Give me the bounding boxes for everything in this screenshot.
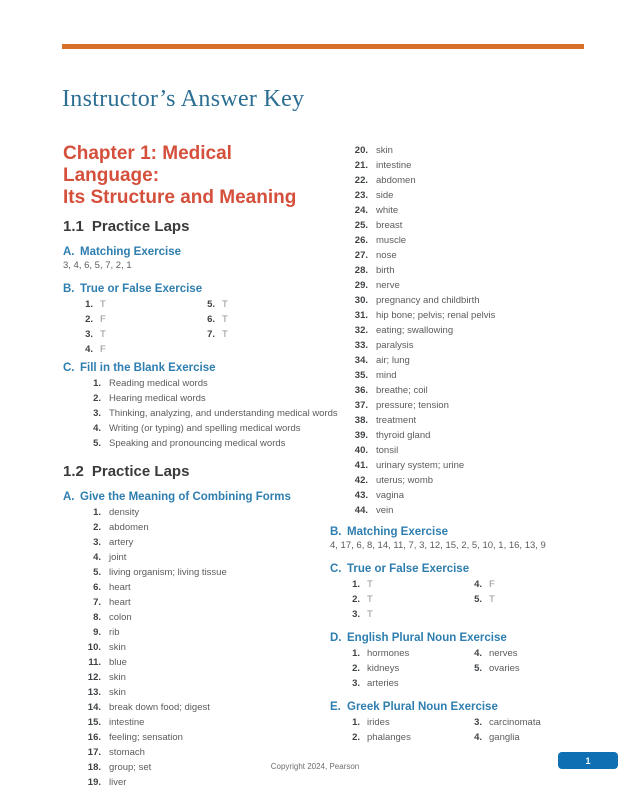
item-value: F bbox=[100, 314, 106, 325]
item-value: stomach bbox=[109, 747, 145, 758]
answers-subcolumn-2 bbox=[470, 646, 588, 691]
answer-item bbox=[63, 595, 321, 610]
answer-item bbox=[470, 646, 588, 661]
answers-subcolumn-2 bbox=[470, 577, 588, 622]
section-heading-1-1 bbox=[63, 218, 321, 236]
answer-item bbox=[63, 565, 321, 580]
item-value: Thinking, analyzing, and understanding medical words bbox=[109, 408, 338, 419]
answer-item bbox=[330, 592, 470, 607]
subsection-label: True or False Exercise bbox=[80, 283, 203, 295]
answer-item bbox=[63, 535, 321, 550]
item-value: Reading medical words bbox=[109, 378, 208, 389]
item-value: Writing (or typing) and spelling medical words bbox=[109, 423, 301, 434]
item-number: 25. bbox=[354, 220, 368, 231]
subsection-letter: B. bbox=[330, 526, 342, 538]
answer-item bbox=[330, 293, 588, 308]
item-value: eating; swallowing bbox=[376, 325, 454, 336]
true-false-answers-1-2 bbox=[330, 577, 588, 622]
answer-item bbox=[330, 503, 588, 518]
item-number: 19. bbox=[87, 777, 101, 788]
item-number: 6. bbox=[93, 582, 101, 593]
item-value: density bbox=[109, 507, 140, 518]
item-number: 44. bbox=[354, 505, 368, 516]
answer-item bbox=[203, 297, 321, 312]
answer-item bbox=[63, 730, 321, 745]
item-value: arteries bbox=[367, 678, 399, 689]
answer-item bbox=[330, 428, 588, 443]
item-value: ganglia bbox=[489, 732, 520, 743]
section-number: 1.1 bbox=[63, 218, 84, 235]
answer-item bbox=[63, 610, 321, 625]
answer-item bbox=[330, 278, 588, 293]
item-value: nose bbox=[376, 250, 397, 261]
answer-item bbox=[330, 646, 470, 661]
answer-item bbox=[470, 730, 588, 745]
answer-item bbox=[63, 376, 321, 391]
answer-item bbox=[330, 143, 588, 158]
answer-item bbox=[330, 263, 588, 278]
item-number: 15. bbox=[87, 717, 101, 728]
item-number: 34. bbox=[354, 355, 368, 366]
answer-item bbox=[63, 700, 321, 715]
answer-item bbox=[63, 670, 321, 685]
item-number: 23. bbox=[354, 190, 368, 201]
item-number: 26. bbox=[354, 235, 368, 246]
item-number: 1. bbox=[352, 717, 360, 728]
english-plural-answers bbox=[330, 646, 588, 691]
answer-item bbox=[330, 173, 588, 188]
subsection-letter: C. bbox=[63, 362, 75, 374]
answer-item bbox=[330, 443, 588, 458]
subsection-heading-1-2-d bbox=[330, 631, 588, 645]
item-number: 4. bbox=[474, 648, 482, 659]
item-value: intestine bbox=[376, 160, 412, 171]
item-value: blue bbox=[109, 657, 127, 668]
item-number: 4. bbox=[474, 732, 482, 743]
item-number: 29. bbox=[354, 280, 368, 291]
answer-item bbox=[330, 203, 588, 218]
item-value: liver bbox=[109, 777, 127, 788]
subsection-heading-1-2-a bbox=[63, 490, 321, 504]
subsection-label: Matching Exercise bbox=[347, 526, 448, 538]
section-label: Practice Laps bbox=[91, 463, 190, 480]
chapter-title-line2: Its Structure and Meaning bbox=[63, 187, 297, 208]
item-value: pregnancy and childbirth bbox=[376, 295, 480, 306]
fill-in-blank-answers bbox=[63, 376, 338, 451]
item-value: uterus; womb bbox=[376, 475, 434, 486]
item-number: 11. bbox=[88, 657, 101, 668]
section-heading-1-2 bbox=[63, 463, 321, 481]
item-number: 7. bbox=[207, 329, 215, 340]
item-value: feeling; sensation bbox=[109, 732, 183, 743]
answer-item bbox=[63, 327, 203, 342]
answer-item bbox=[330, 661, 470, 676]
item-number: 6. bbox=[207, 314, 215, 325]
answers-subcolumn-1 bbox=[330, 646, 470, 691]
subsection-heading-1-2-c bbox=[330, 562, 588, 576]
item-number: 36. bbox=[354, 385, 368, 396]
item-value: ovaries bbox=[489, 663, 520, 674]
item-number: 3. bbox=[352, 609, 360, 620]
item-value: rib bbox=[109, 627, 120, 638]
item-value: treatment bbox=[376, 415, 417, 426]
item-value: skin bbox=[109, 672, 126, 683]
item-number: 2. bbox=[93, 522, 101, 533]
item-number: 32. bbox=[354, 325, 368, 336]
subsection-letter: E. bbox=[330, 701, 341, 713]
section-number: 1.2 bbox=[63, 463, 84, 480]
answer-item bbox=[63, 655, 321, 670]
item-value: T bbox=[100, 299, 106, 310]
item-value: T bbox=[489, 594, 495, 605]
chapter-title-line1: Chapter 1: Medical Language: bbox=[63, 143, 232, 186]
item-value: skin bbox=[109, 642, 126, 653]
answer-item bbox=[63, 421, 321, 436]
item-value: Hearing medical words bbox=[109, 393, 206, 404]
item-value: hip bone; pelvis; renal pelvis bbox=[376, 310, 496, 321]
item-value: T bbox=[100, 329, 106, 340]
answer-item bbox=[63, 436, 321, 451]
item-number: 12. bbox=[87, 672, 101, 683]
item-value: living organism; living tissue bbox=[109, 567, 227, 578]
subsection-label: Greek Plural Noun Exercise bbox=[347, 701, 498, 713]
item-value: Speaking and pronouncing medical words bbox=[109, 438, 286, 449]
item-number: 31. bbox=[354, 310, 368, 321]
right-column bbox=[330, 143, 588, 745]
item-number: 7. bbox=[93, 597, 101, 608]
item-number: 14. bbox=[87, 702, 101, 713]
item-number: 8. bbox=[93, 612, 101, 623]
item-number: 42. bbox=[354, 475, 368, 486]
item-number: 40. bbox=[354, 445, 368, 456]
answer-item bbox=[63, 640, 321, 655]
answer-item bbox=[330, 248, 588, 263]
chapter-title bbox=[63, 143, 321, 209]
answer-item bbox=[330, 323, 588, 338]
answer-item bbox=[63, 625, 321, 640]
answers-subcolumn-1 bbox=[63, 297, 203, 357]
subsection-letter: D. bbox=[330, 632, 342, 644]
item-value: carcinomata bbox=[489, 717, 541, 728]
item-value: heart bbox=[109, 582, 131, 593]
item-number: 5. bbox=[474, 663, 482, 674]
item-value: abdomen bbox=[109, 522, 149, 533]
answer-item bbox=[63, 580, 321, 595]
item-value: F bbox=[489, 579, 495, 590]
item-number: 20. bbox=[354, 145, 368, 156]
answer-item bbox=[63, 505, 321, 520]
subsection-label: English Plural Noun Exercise bbox=[347, 632, 507, 644]
item-number: 2. bbox=[93, 393, 101, 404]
item-number: 5. bbox=[474, 594, 482, 605]
item-value: breast bbox=[376, 220, 403, 231]
item-number: 35. bbox=[354, 370, 368, 381]
answer-item bbox=[330, 458, 588, 473]
item-number: 1. bbox=[85, 299, 93, 310]
item-number: 4. bbox=[93, 552, 101, 563]
item-number: 17. bbox=[87, 747, 101, 758]
answer-item bbox=[330, 338, 588, 353]
item-number: 22. bbox=[354, 175, 368, 186]
item-number: 3. bbox=[474, 717, 482, 728]
item-number: 1. bbox=[352, 579, 360, 590]
answer-item bbox=[330, 398, 588, 413]
answer-item bbox=[63, 715, 321, 730]
item-value: pressure; tension bbox=[376, 400, 449, 411]
item-value: vein bbox=[376, 505, 394, 516]
answer-item bbox=[330, 188, 588, 203]
answer-item bbox=[63, 297, 203, 312]
subsection-heading-1-1-b bbox=[63, 282, 321, 296]
item-number: 43. bbox=[354, 490, 368, 501]
item-number: 38. bbox=[354, 415, 368, 426]
item-number: 37. bbox=[354, 400, 368, 411]
item-value: white bbox=[376, 205, 399, 216]
item-value: urinary system; urine bbox=[376, 460, 465, 471]
answers-subcolumn-1 bbox=[330, 577, 470, 622]
item-number: 2. bbox=[352, 663, 360, 674]
item-number: 3. bbox=[93, 537, 101, 548]
item-number: 18. bbox=[87, 762, 101, 773]
item-value: muscle bbox=[376, 235, 407, 246]
subsection-heading-1-2-e bbox=[330, 700, 588, 714]
item-value: kidneys bbox=[367, 663, 400, 674]
item-value: T bbox=[222, 299, 228, 310]
subsection-heading-1-1-a bbox=[63, 245, 321, 259]
page-number-badge: 1 bbox=[558, 752, 618, 769]
combining-forms-answers-right bbox=[330, 143, 588, 518]
item-number: 41. bbox=[354, 460, 368, 471]
subsection-label: True or False Exercise bbox=[347, 563, 470, 575]
answer-item bbox=[63, 406, 338, 421]
answer-item bbox=[330, 413, 588, 428]
answer-item bbox=[63, 745, 321, 760]
answer-item bbox=[330, 676, 470, 691]
item-value: skin bbox=[109, 687, 126, 698]
answer-item bbox=[330, 488, 588, 503]
answer-item bbox=[330, 308, 588, 323]
item-number: 3. bbox=[352, 678, 360, 689]
item-number: 4. bbox=[474, 579, 482, 590]
answer-item bbox=[470, 577, 588, 592]
matching-answers-1-1: 3, 4, 6, 5, 7, 2, 1 bbox=[63, 260, 132, 271]
subsection-label: Fill in the Blank Exercise bbox=[80, 362, 216, 374]
true-false-answers-1-1 bbox=[63, 297, 321, 357]
item-value: breathe; coil bbox=[376, 385, 428, 396]
answer-item bbox=[330, 577, 470, 592]
answer-item bbox=[330, 368, 588, 383]
left-column bbox=[63, 143, 338, 790]
item-number: 2. bbox=[352, 594, 360, 605]
item-value: colon bbox=[109, 612, 132, 623]
item-value: F bbox=[100, 344, 106, 355]
item-value: T bbox=[367, 579, 373, 590]
item-value: side bbox=[376, 190, 394, 201]
greek-plural-answers bbox=[330, 715, 588, 745]
item-number: 1. bbox=[352, 648, 360, 659]
answer-item bbox=[330, 730, 470, 745]
answer-item bbox=[330, 473, 588, 488]
item-value: nerve bbox=[376, 280, 400, 291]
answers-subcolumn-2 bbox=[203, 297, 321, 357]
item-value: joint bbox=[109, 552, 127, 563]
item-value: T bbox=[367, 594, 373, 605]
subsection-letter: A. bbox=[63, 246, 75, 258]
subsection-heading-1-2-b bbox=[330, 525, 588, 539]
subsection-heading-1-1-c bbox=[63, 361, 321, 375]
answer-item bbox=[330, 715, 470, 730]
item-value: abdomen bbox=[376, 175, 416, 186]
answer-item bbox=[63, 685, 321, 700]
item-number: 21. bbox=[354, 160, 368, 171]
answers-subcolumn-2 bbox=[470, 715, 588, 745]
accent-divider bbox=[62, 44, 584, 49]
subsection-label: Matching Exercise bbox=[80, 246, 181, 258]
item-number: 1. bbox=[93, 507, 101, 518]
answer-item bbox=[330, 158, 588, 173]
matching-answers-1-2: 4, 17, 6, 8, 14, 11, 7, 3, 12, 15, 2, 5, 10, 1, 16, 13, 9 bbox=[330, 540, 546, 551]
answer-item bbox=[203, 327, 321, 342]
combining-forms-answers-left bbox=[63, 505, 321, 790]
answers-subcolumn-1 bbox=[330, 715, 470, 745]
item-number: 4. bbox=[85, 344, 93, 355]
item-value: artery bbox=[109, 537, 134, 548]
item-number: 2. bbox=[352, 732, 360, 743]
item-value: T bbox=[222, 329, 228, 340]
item-value: T bbox=[367, 609, 373, 620]
answer-item bbox=[330, 607, 470, 622]
answer-item bbox=[63, 775, 321, 790]
answer-item bbox=[470, 715, 588, 730]
answer-item bbox=[63, 550, 321, 565]
item-value: heart bbox=[109, 597, 131, 608]
item-value: paralysis bbox=[376, 340, 414, 351]
item-number: 16. bbox=[87, 732, 101, 743]
answer-item bbox=[330, 218, 588, 233]
item-value: air; lung bbox=[376, 355, 410, 366]
subsection-letter: A. bbox=[63, 491, 75, 503]
item-number: 1. bbox=[93, 378, 101, 389]
item-number: 5. bbox=[207, 299, 215, 310]
section-label: Practice Laps bbox=[91, 218, 190, 235]
item-number: 10. bbox=[87, 642, 101, 653]
item-value: irides bbox=[367, 717, 390, 728]
answer-item bbox=[330, 353, 588, 368]
copyright-text: Copyright 2024, Pearson bbox=[270, 762, 360, 771]
answer-item bbox=[203, 312, 321, 327]
item-number: 4. bbox=[93, 423, 101, 434]
subsection-letter: C. bbox=[330, 563, 342, 575]
item-number: 3. bbox=[85, 329, 93, 340]
item-number: 33. bbox=[354, 340, 368, 351]
answer-item bbox=[330, 383, 588, 398]
item-value: phalanges bbox=[367, 732, 411, 743]
item-number: 30. bbox=[354, 295, 368, 306]
item-value: thyroid gland bbox=[376, 430, 431, 441]
answer-item bbox=[63, 342, 203, 357]
item-number: 13. bbox=[87, 687, 101, 698]
item-number: 9. bbox=[93, 627, 101, 638]
subsection-letter: B. bbox=[63, 283, 75, 295]
item-number: 5. bbox=[93, 438, 101, 449]
item-number: 2. bbox=[85, 314, 93, 325]
item-value: skin bbox=[376, 145, 393, 156]
item-number: 28. bbox=[354, 265, 368, 276]
answer-item bbox=[470, 592, 588, 607]
item-value: break down food; digest bbox=[109, 702, 210, 713]
page-title: Instructor’s Answer Key bbox=[62, 86, 305, 112]
item-value: T bbox=[222, 314, 228, 325]
item-value: hormones bbox=[367, 648, 410, 659]
item-number: 24. bbox=[354, 205, 368, 216]
answer-item bbox=[330, 233, 588, 248]
item-value: tonsil bbox=[376, 445, 399, 456]
item-value: vagina bbox=[376, 490, 404, 501]
item-value: birth bbox=[376, 265, 395, 276]
item-value: nerves bbox=[489, 648, 518, 659]
item-value: intestine bbox=[109, 717, 145, 728]
item-number: 3. bbox=[93, 408, 101, 419]
item-number: 5. bbox=[93, 567, 101, 578]
item-value: mind bbox=[376, 370, 397, 381]
item-number: 27. bbox=[354, 250, 368, 261]
answer-item bbox=[63, 312, 203, 327]
item-number: 39. bbox=[354, 430, 368, 441]
subsection-label: Give the Meaning of Combining Forms bbox=[80, 491, 291, 503]
answer-item bbox=[470, 661, 588, 676]
item-value: group; set bbox=[109, 762, 152, 773]
answer-item bbox=[63, 520, 321, 535]
answer-item bbox=[63, 391, 321, 406]
